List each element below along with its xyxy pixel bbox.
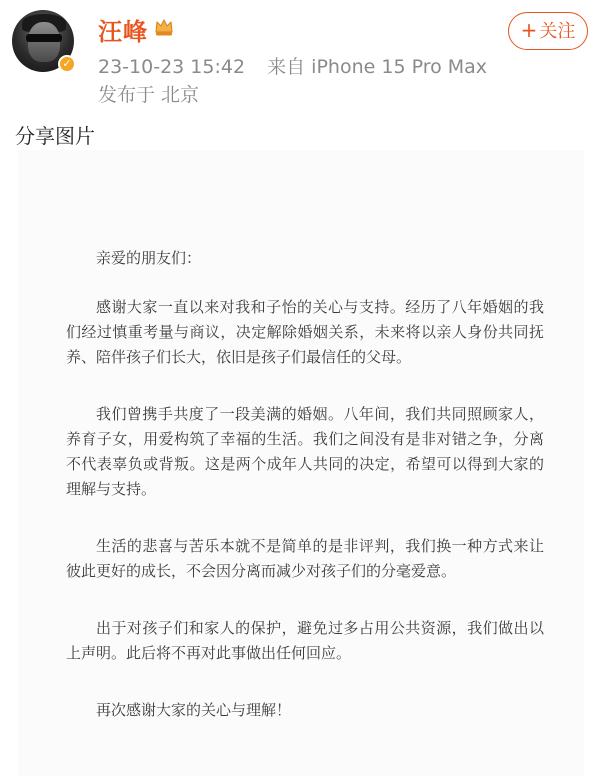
letter-greeting: 亲爱的朋友们：: [96, 249, 202, 267]
letter-content: [66, 246, 544, 723]
avatar-face: [28, 22, 60, 62]
post-source: 来自 iPhone 15 Pro Max: [267, 56, 488, 78]
letter-closing: 再次感谢大家的关心与理解！: [96, 701, 292, 719]
letter-paragraph: 感谢大家一直以来对我和子怡的关心与支持。经历了八年婚姻的我们经过慎重考量与商议，决定解除婚姻关系，未来将以亲人身份共同抚养、陪伴孩子们长大，依旧是孩子们最信任的父母。: [66, 298, 544, 366]
letter-paragraph: 我们曾携手共度了一段美满的婚姻。八年间，我们共同照顾家人，养育子女，用爱构筑了幸福的生活。我们之间没有是非对错之争，分离不代表辜负或背叛。这是两个成年人共同的决定，希望可以得到大家的理解与支持。: [66, 405, 544, 498]
follow-button[interactable]: [508, 12, 588, 50]
crown-icon: [153, 16, 175, 38]
post-location: 发布于 北京: [98, 84, 200, 106]
follow-button-label: 关注: [539, 21, 576, 42]
letter-paragraph: 出于对孩子们和家人的保护，避免过多占用公共资源，我们做出以上声明。此后将不再对此事做出任何回应。: [66, 619, 544, 662]
post-timestamp: 23-10-23 15:42: [98, 56, 246, 78]
verified-badge-icon: ✓: [58, 55, 76, 73]
letter-image[interactable]: [18, 150, 584, 776]
plus-icon: +: [520, 18, 538, 42]
post-meta: [98, 52, 487, 79]
avatar-glasses: [26, 34, 62, 42]
letter-paragraph: 生活的悲喜与苦乐本就不是简单的是非评判，我们换一种方式来让彼此更好的成长，不会因分离而减少对孩子们的分毫爱意。: [66, 537, 544, 580]
post-text: 分享图片: [15, 124, 95, 148]
username[interactable]: 汪峰: [98, 18, 148, 46]
post-header: [0, 0, 600, 112]
